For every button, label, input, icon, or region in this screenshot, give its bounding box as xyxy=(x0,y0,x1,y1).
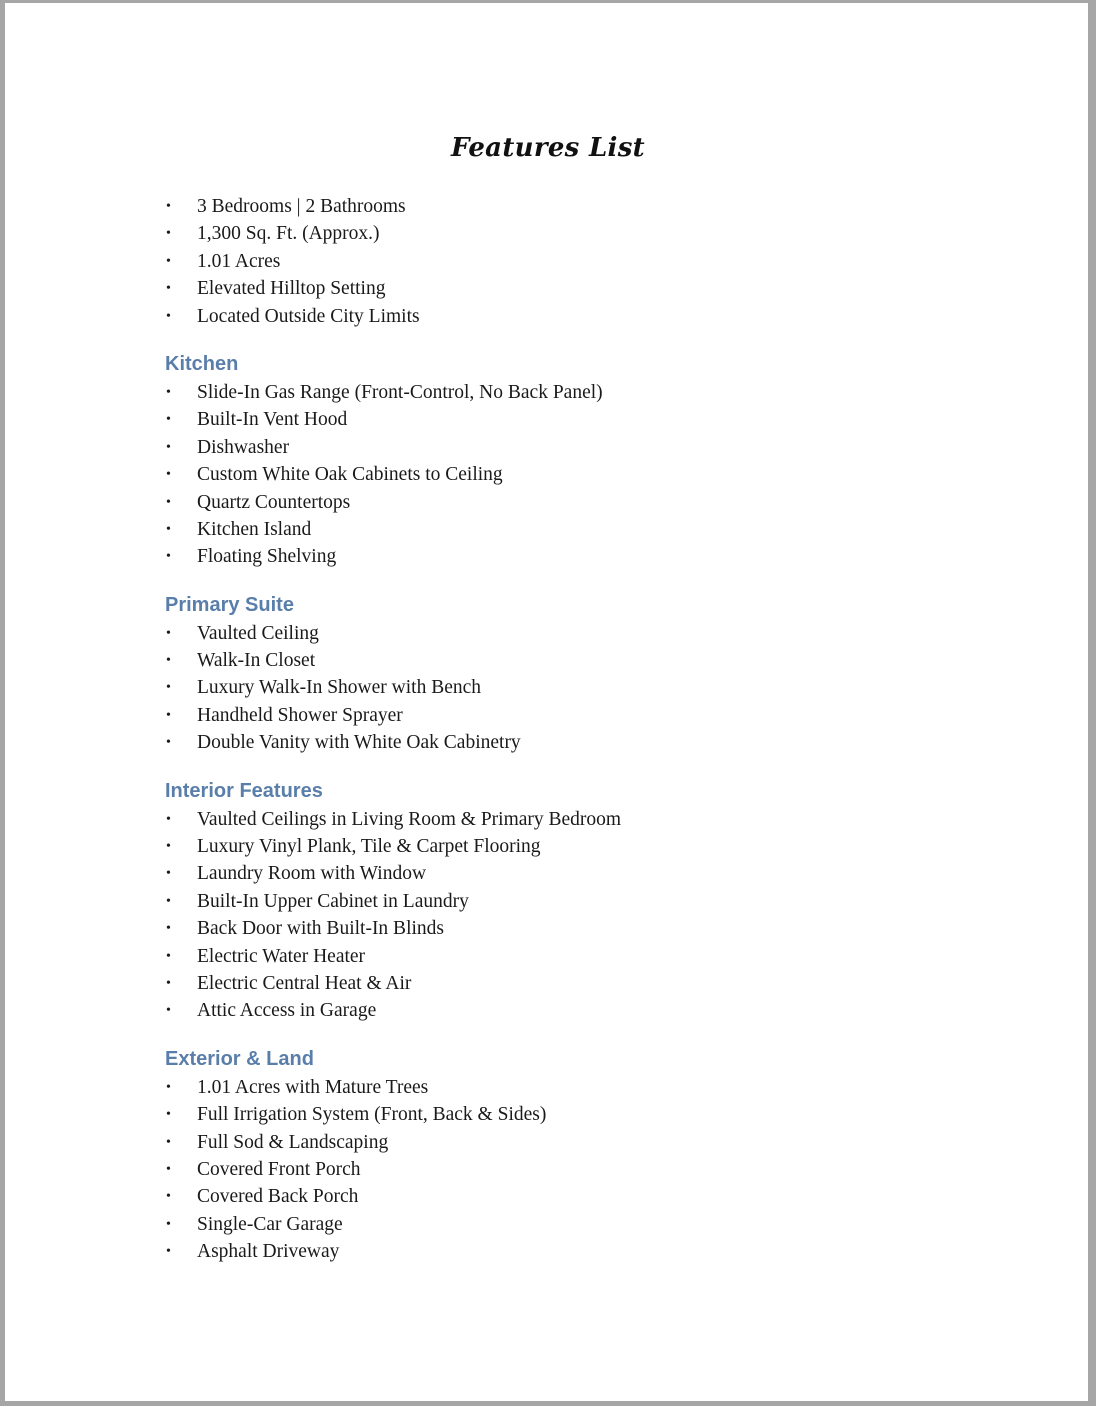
bullet-icon: • xyxy=(166,549,171,565)
list-item xyxy=(165,702,925,729)
bullet-icon: • xyxy=(166,1003,171,1019)
bullet-icon: • xyxy=(166,412,171,428)
list-item-text: Dishwasher xyxy=(197,436,290,458)
bullet-icon: • xyxy=(166,1107,171,1123)
bullet-icon: • xyxy=(166,439,171,455)
list-item xyxy=(165,248,925,275)
interior-features-heading: Interior Features xyxy=(165,779,323,802)
list-item-text: Luxury Vinyl Plank, Tile & Carpet Flooring xyxy=(197,836,541,858)
section-spacer xyxy=(165,330,925,349)
section-spacer xyxy=(165,571,925,590)
interior-features-list xyxy=(165,806,925,1025)
list-item xyxy=(165,220,925,247)
list-item-text: Located Outside City Limits xyxy=(197,305,420,327)
list-item xyxy=(165,1101,925,1128)
list-item-text: Electric Water Heater xyxy=(197,945,366,967)
list-item-text: Floating Shelving xyxy=(197,546,337,568)
list-item xyxy=(165,997,925,1024)
list-item-text: Vaulted Ceiling xyxy=(197,622,319,644)
list-item xyxy=(165,1183,925,1210)
list-item-text: 1.01 Acres with Mature Trees xyxy=(197,1076,429,1098)
bullet-icon: • xyxy=(166,839,171,855)
list-item xyxy=(165,860,925,887)
list-item-text: Built-In Vent Hood xyxy=(197,409,348,431)
list-item xyxy=(165,434,925,461)
list-item-text: Full Irrigation System (Front, Back & Sides) xyxy=(197,1104,547,1126)
section-spacer xyxy=(165,757,925,776)
kitchen-list xyxy=(165,379,925,571)
list-item-text: Covered Back Porch xyxy=(197,1186,359,1208)
list-item xyxy=(165,1074,925,1101)
list-item-text: Custom White Oak Cabinets to Ceiling xyxy=(197,464,503,486)
list-item xyxy=(165,943,925,970)
bullet-icon: • xyxy=(166,680,171,696)
primary-suite-list xyxy=(165,620,925,757)
primary-suite-heading: Primary Suite xyxy=(165,593,294,616)
bullet-icon: • xyxy=(166,308,171,324)
bullet-icon: • xyxy=(166,1079,171,1095)
exterior-land-heading: Exterior & Land xyxy=(165,1047,314,1070)
bullet-icon: • xyxy=(166,1216,171,1232)
list-item xyxy=(165,275,925,302)
kitchen-heading: Kitchen xyxy=(165,352,239,375)
list-item-text: 3 Bedrooms | 2 Bathrooms xyxy=(197,196,406,217)
list-item xyxy=(165,193,925,220)
bullet-icon: • xyxy=(166,625,171,641)
list-item-text: Full Sod & Landscaping xyxy=(197,1131,389,1153)
list-item xyxy=(165,833,925,860)
list-item xyxy=(165,489,925,516)
bullet-icon: • xyxy=(166,653,171,669)
bullet-icon: • xyxy=(166,494,171,510)
list-item xyxy=(165,647,925,674)
list-item-text: Built-In Upper Cabinet in Laundry xyxy=(197,890,469,912)
list-item xyxy=(165,303,925,330)
list-item-text: 1,300 Sq. Ft. (Approx.) xyxy=(197,223,380,245)
list-item-text: Covered Front Porch xyxy=(197,1158,361,1180)
list-item xyxy=(165,406,925,433)
bullet-icon: • xyxy=(166,281,171,297)
list-item-text: Attic Access in Garage xyxy=(197,1000,377,1022)
bullet-icon: • xyxy=(166,1244,171,1260)
bullet-icon: • xyxy=(166,707,171,723)
list-item-text: Slide-In Gas Range (Front-Control, No Back Panel) xyxy=(197,381,603,403)
bullet-icon: • xyxy=(166,226,171,242)
list-item-text: 1.01 Acres xyxy=(197,250,281,272)
list-item xyxy=(165,1238,925,1265)
list-item xyxy=(165,970,925,997)
list-item-text: Double Vanity with White Oak Cabinetry xyxy=(197,732,521,754)
bullet-icon: • xyxy=(166,1134,171,1150)
list-item xyxy=(165,806,925,833)
list-item-text: Vaulted Ceilings in Living Room & Primary Bedroom xyxy=(197,808,622,830)
list-item-text: Kitchen Island xyxy=(197,518,312,540)
bullet-icon: • xyxy=(166,1189,171,1205)
list-item xyxy=(165,516,925,543)
bullet-icon: • xyxy=(166,921,171,937)
list-item-text: Laundry Room with Window xyxy=(197,863,427,885)
list-item-text: Walk-In Closet xyxy=(197,650,316,672)
list-item-text: Elevated Hilltop Setting xyxy=(197,278,386,300)
list-item xyxy=(165,379,925,406)
list-item xyxy=(165,620,925,647)
bullet-icon: • xyxy=(166,866,171,882)
exterior-land-list xyxy=(165,1074,925,1266)
list-item-text: Quartz Countertops xyxy=(197,491,351,513)
bullet-icon: • xyxy=(166,975,171,991)
list-item-text: Luxury Walk-In Shower with Bench xyxy=(197,677,482,699)
bullet-icon: • xyxy=(166,199,171,214)
bullet-icon: • xyxy=(166,735,171,751)
section-spacer xyxy=(165,1025,925,1044)
bullet-icon: • xyxy=(166,521,171,537)
document-title: Features List xyxy=(451,133,645,163)
list-item xyxy=(165,1156,925,1183)
list-item xyxy=(165,888,925,915)
list-item xyxy=(165,1129,925,1156)
list-item xyxy=(165,729,925,756)
bullet-icon: • xyxy=(166,893,171,909)
bullet-icon: • xyxy=(166,1161,171,1177)
list-item-text: Handheld Shower Sprayer xyxy=(197,704,403,726)
list-item xyxy=(165,543,925,570)
bullet-icon: • xyxy=(166,948,171,964)
bullet-icon: • xyxy=(166,467,171,483)
document-content xyxy=(165,193,925,1266)
list-item xyxy=(165,1211,925,1238)
list-item-text: Single-Car Garage xyxy=(197,1213,343,1235)
list-item-text: Electric Central Heat & Air xyxy=(197,972,412,994)
list-item xyxy=(165,915,925,942)
list-item-text: Asphalt Driveway xyxy=(197,1241,340,1263)
list-item-text: Back Door with Built-In Blinds xyxy=(197,918,444,940)
bullet-icon: • xyxy=(166,811,171,827)
list-item xyxy=(165,461,925,488)
bullet-icon: • xyxy=(166,384,171,400)
intro-list xyxy=(165,193,925,330)
list-item xyxy=(165,674,925,701)
bullet-icon: • xyxy=(166,253,171,269)
